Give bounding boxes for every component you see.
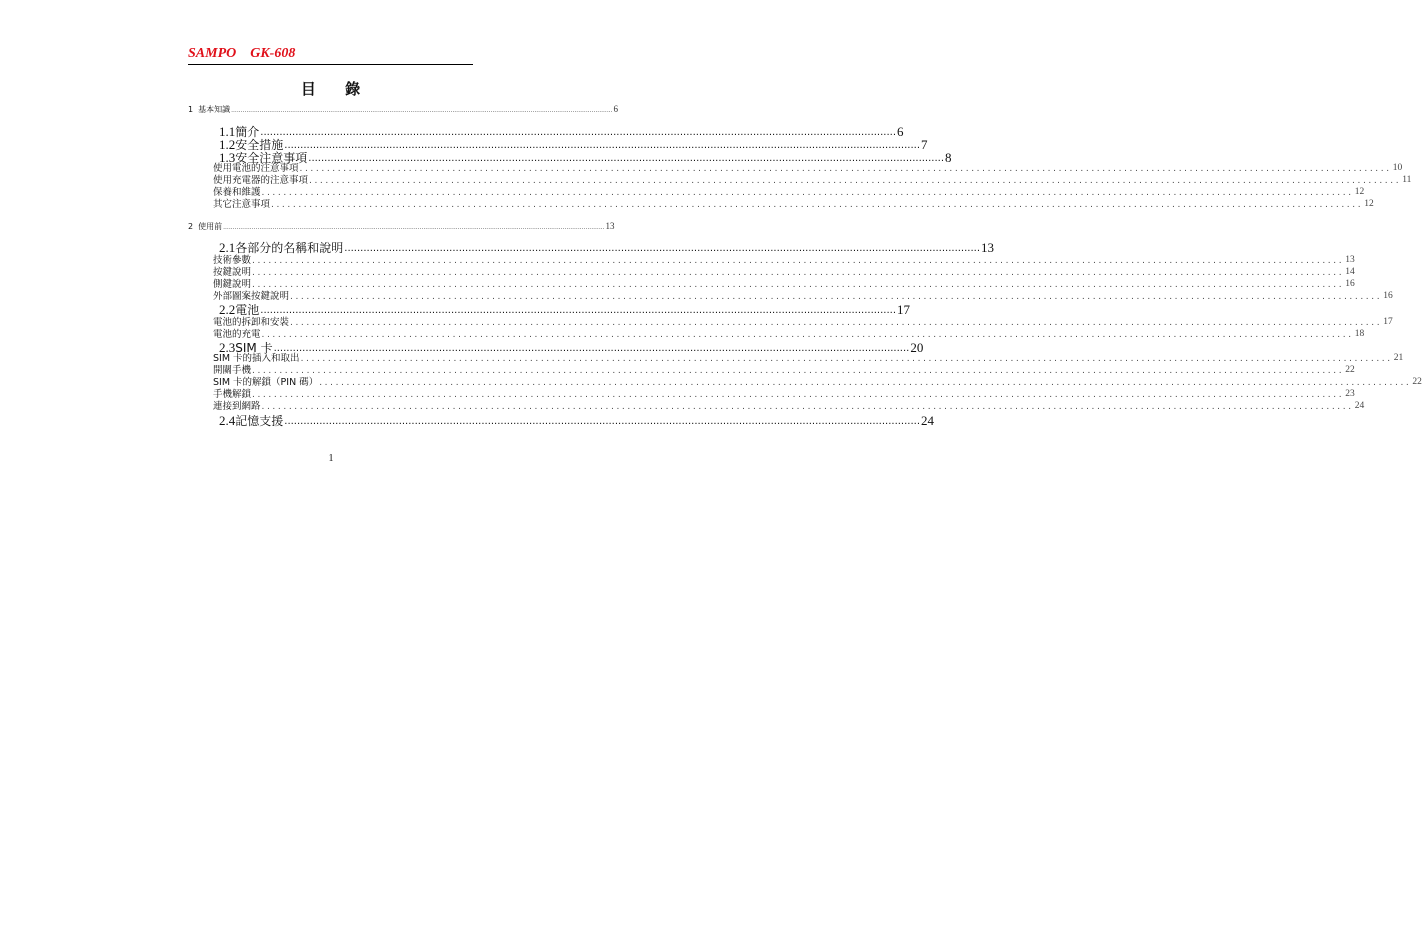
toc-entry-page: 20	[910, 340, 924, 355]
dot-leader: ........................................................................................................................................................................................................	[261, 187, 1354, 198]
toc-entry-sub	[213, 279, 1355, 290]
toc-entry-section	[219, 240, 995, 255]
toc-entry-label: 手機解鎖	[213, 389, 252, 400]
toc-entry-page: 11	[1402, 175, 1412, 185]
dot-leader: ........................................................................................................................................................................................................	[223, 224, 605, 231]
dot-leader: ........................................................................................................................................................................................................	[273, 343, 910, 354]
toc-entry-sub	[213, 187, 1365, 198]
dot-leader: ........................................................................................................................................................................................................	[252, 365, 1345, 376]
dot-leader: ........................................................................................................................................................................................................	[261, 401, 1354, 412]
toc-entry-label: SIM 卡的插入和取出	[213, 353, 300, 364]
dot-leader: ........................................................................................................................................................................................................	[290, 291, 1383, 302]
toc-entry-number: 1.1	[219, 124, 236, 139]
toc-entry-sub	[213, 317, 1393, 328]
toc-entry-page: 13	[605, 221, 615, 231]
toc-entry-label: 簡介	[235, 125, 260, 139]
toc-entry-label: 連接到網路	[213, 401, 261, 412]
toc-entry-page: 16	[1383, 291, 1393, 301]
toc-entry-label: 按鍵說明	[213, 267, 252, 278]
toc-entry-page: 22	[1412, 377, 1422, 387]
toc-entry-label: 開關手機	[213, 365, 252, 376]
toc-entry-number: 1	[188, 105, 194, 114]
toc-entry-label: SIM 卡	[235, 341, 273, 355]
toc-entry-number: 2.2	[219, 302, 236, 317]
dot-leader: ........................................................................................................................................................................................................	[299, 163, 1392, 174]
dot-leader: ........................................................................................................................................................................................................	[252, 279, 1345, 290]
toc-entry-section	[219, 413, 935, 428]
dot-leader: ........................................................................................................................................................................................................	[252, 389, 1345, 400]
toc-entry-label: 使用前	[198, 222, 223, 231]
toc-entry-label: 記憶支援	[235, 414, 284, 428]
toc-entry-page: 22	[1345, 365, 1355, 375]
dot-leader: ........................................................................................................................................................................................................	[300, 353, 1393, 364]
toc-entry-number: 2	[188, 222, 194, 231]
toc-entry-label: 側鍵說明	[213, 279, 252, 290]
toc-entry-number: 2.4	[219, 413, 236, 428]
toc-entry-page: 16	[1345, 279, 1355, 289]
toc-entry-label: 使用充電器的注意事項	[213, 175, 309, 186]
toc-entry-sub	[213, 365, 1355, 376]
toc-entry-page: 21	[1393, 353, 1404, 363]
dot-leader: ........................................................................................................................................................................................................	[344, 243, 981, 254]
toc-entry-page: 17	[897, 302, 911, 317]
dot-leader: ........................................................................................................................................................................................................	[260, 305, 897, 316]
toc-entry-page: 8	[945, 150, 952, 165]
brand-model-label: SAMPO GK-608	[188, 46, 296, 61]
page-title: 目 錄	[300, 80, 373, 98]
toc-entry-label: 其它注意事項	[213, 199, 271, 210]
dot-leader: ........................................................................................................................................................................................................	[260, 127, 897, 138]
toc-entry-sub	[213, 267, 1355, 278]
dot-leader: ........................................................................................................................................................................................................	[309, 175, 1402, 186]
toc-entry-sub	[213, 389, 1355, 400]
toc-entry-page: 23	[1345, 389, 1355, 399]
toc-entry-chapter	[188, 104, 619, 114]
toc-entry-sub	[213, 377, 1422, 388]
toc-entry-sub	[213, 163, 1403, 174]
toc-entry-number: 1.3	[219, 150, 236, 165]
toc-entry-label: 保養和維護	[213, 187, 261, 198]
toc-entry-sub	[213, 175, 1412, 186]
toc-entry-label: 安全措施	[235, 138, 284, 152]
toc-entry-sub	[213, 353, 1404, 364]
toc-entry-sub	[213, 329, 1365, 340]
toc-entry-label: 技術參數	[213, 255, 252, 266]
toc-entry-page: 6	[613, 104, 619, 114]
toc-entry-label: 外部圖案按鍵說明	[213, 291, 290, 302]
toc-entry-page: 17	[1383, 317, 1393, 327]
dot-leader: ........................................................................................................................................................................................................	[252, 255, 1345, 266]
toc-entry-label: SIM 卡的解鎖（PIN 碼）	[213, 377, 319, 388]
page-number: 1	[328, 453, 334, 464]
toc-entry-page: 13	[1345, 255, 1355, 265]
toc-entry-section	[219, 137, 928, 152]
toc-entry-label: 安全注意事項	[235, 151, 308, 165]
toc-entry-number: 1.2	[219, 137, 236, 152]
toc-entry-page: 12	[1364, 199, 1374, 209]
toc-entry-page: 24	[1354, 401, 1365, 411]
toc-entry-sub	[213, 199, 1374, 210]
toc-entry-sub	[213, 291, 1393, 302]
toc-entry-number: 2.1	[219, 240, 236, 255]
dot-leader: ........................................................................................................................................................................................................	[261, 329, 1354, 340]
dot-leader: ........................................................................................................................................................................................................	[271, 199, 1364, 210]
toc-entry-page: 13	[981, 240, 995, 255]
toc-entry-label: 電池	[235, 303, 260, 317]
toc-entry-page: 14	[1345, 267, 1355, 277]
toc-entry-number: 2.3	[219, 340, 236, 355]
toc-entry-section	[219, 302, 911, 317]
dot-leader: ........................................................................................................................................................................................................	[319, 377, 1412, 388]
dot-leader: ........................................................................................................................................................................................................	[252, 267, 1345, 278]
dot-leader: ........................................................................................................................................................................................................	[284, 140, 921, 151]
page-header	[188, 44, 473, 65]
toc-entry-page: 18	[1354, 329, 1365, 339]
toc-entry-sub	[213, 401, 1365, 412]
toc-entry-label: 電池的拆卸和安裝	[213, 317, 290, 328]
toc-entry-sub	[213, 255, 1355, 266]
toc-entry-label: 電池的充電	[213, 329, 261, 340]
toc-entry-page: 10	[1392, 163, 1403, 173]
toc-entry-page: 7	[921, 137, 928, 152]
dot-leader: ........................................................................................................................................................................................................	[284, 416, 921, 427]
dot-leader: ........................................................................................................................................................................................................	[308, 153, 945, 164]
dot-leader: ........................................................................................................................................................................................................	[290, 317, 1383, 328]
toc-entry-page: 6	[897, 124, 904, 139]
toc-entry-section	[219, 124, 904, 139]
dot-leader: ........................................................................................................................................................................................................	[231, 107, 613, 114]
toc-entry-page: 12	[1354, 187, 1365, 197]
toc-entry-label: 各部分的名稱和說明	[235, 241, 344, 255]
toc-entry-label: 基本知識	[198, 105, 231, 114]
toc-entry-chapter	[188, 221, 615, 231]
toc-entry-label: 使用電池的注意事項	[213, 163, 299, 174]
toc-entry-page: 24	[921, 413, 935, 428]
